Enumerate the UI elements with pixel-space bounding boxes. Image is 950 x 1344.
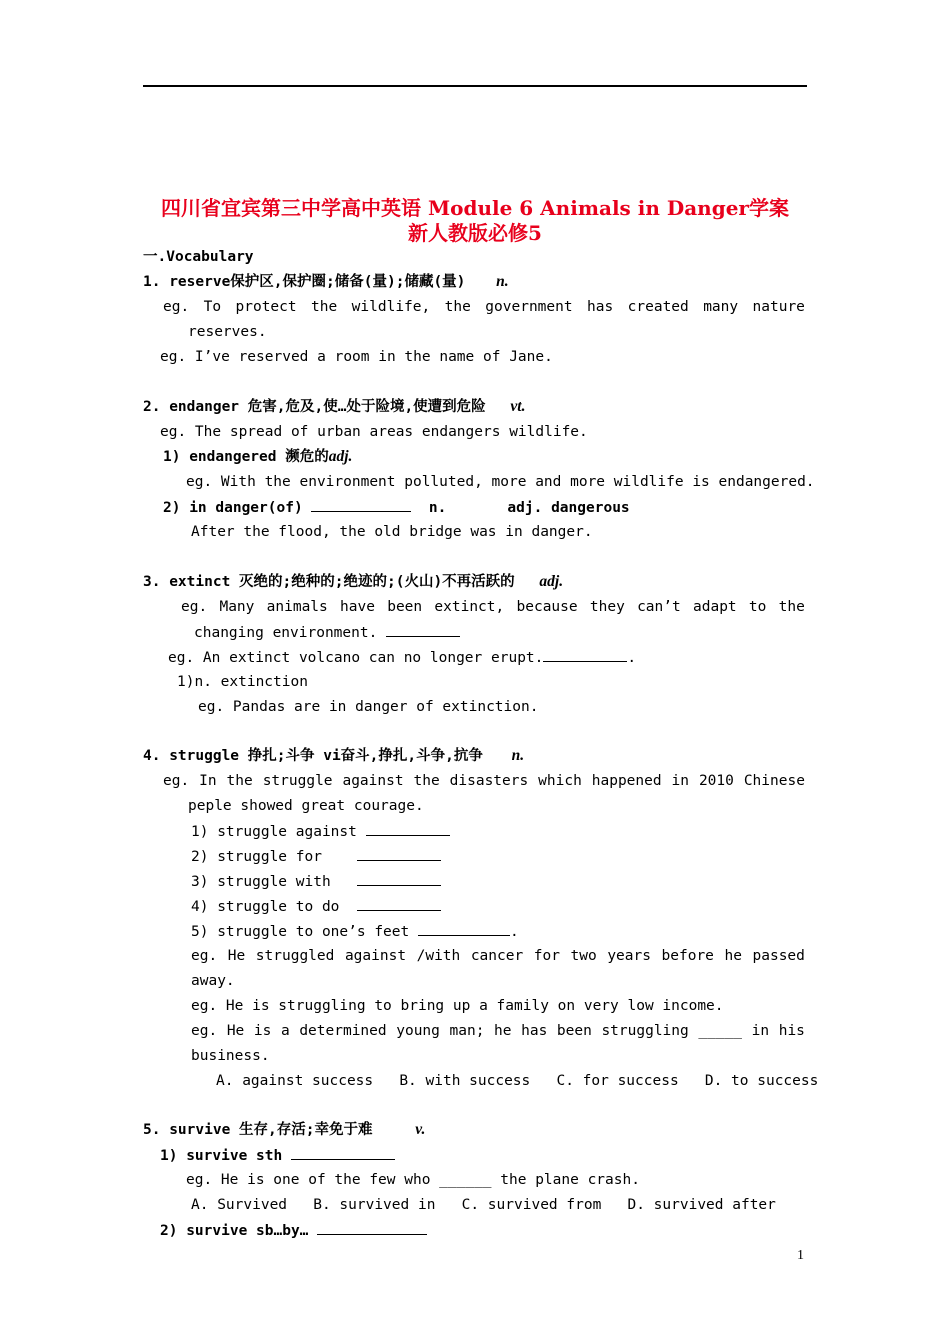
phrase-5-end: . bbox=[509, 924, 519, 940]
word-token: for bbox=[533, 948, 560, 964]
word-1-example-1-cont: reserves. bbox=[188, 324, 267, 340]
word-token: they bbox=[589, 599, 625, 615]
phrase-2 bbox=[191, 846, 441, 867]
word-token: adapt bbox=[693, 599, 737, 615]
word-4-example-2-cont: away. bbox=[191, 973, 235, 989]
word-token: /with bbox=[416, 948, 461, 964]
word-5-sub-2-text: 2) survive sb…by… bbox=[160, 1223, 318, 1239]
word-token: been bbox=[387, 599, 423, 615]
word-token: In bbox=[199, 773, 217, 789]
word-5-sub-1-example: eg. He is one of the few who ______ the plane crash. bbox=[186, 1172, 640, 1188]
word-token: which bbox=[538, 773, 582, 789]
word-token: because bbox=[516, 599, 578, 615]
word-5-sub-1 bbox=[160, 1145, 395, 1166]
word-token: eg. bbox=[191, 1023, 218, 1039]
word-token: eg. bbox=[163, 773, 190, 789]
word-3-example-2-text: eg. An extinct volcano can no longer erupt. bbox=[168, 650, 544, 666]
word-4-options: A. against success B. with success C. for success D. to success bbox=[216, 1073, 819, 1089]
word-1-example-2: eg. I’ve reserved a room in the name of Jane. bbox=[160, 349, 553, 365]
word-token: eg. bbox=[191, 948, 218, 964]
word-3-sub-1: 1)n. extinction bbox=[177, 674, 308, 690]
header-rule bbox=[143, 85, 807, 87]
word-2-sub-1 bbox=[163, 447, 352, 467]
word-2-sub-1-pos: adj. bbox=[328, 448, 353, 465]
section-heading: 一.Vocabulary bbox=[143, 249, 254, 265]
phrase-2-text: 2) struggle for bbox=[191, 849, 357, 865]
word-token: he bbox=[494, 1023, 512, 1039]
word-2-heading bbox=[143, 397, 525, 417]
doc-subtitle: 新人教版必修5 bbox=[408, 221, 542, 245]
word-5-heading bbox=[143, 1120, 425, 1140]
phrase-5 bbox=[191, 921, 519, 942]
word-token: before bbox=[661, 948, 714, 964]
word-token: the bbox=[778, 599, 805, 615]
word-token: animals bbox=[266, 599, 328, 615]
phrase-4 bbox=[191, 896, 441, 917]
word-token: struggling bbox=[601, 1023, 689, 1039]
word-5-head-text: 5. survive 生存,存活;幸免于难 bbox=[143, 1122, 373, 1138]
word-token: years bbox=[607, 948, 651, 964]
word-token: the bbox=[413, 773, 440, 789]
word-token: Chinese bbox=[743, 773, 805, 789]
word-token: disasters bbox=[449, 773, 529, 789]
blank-field[interactable] bbox=[357, 871, 441, 886]
phrase-1-text: 1) struggle against bbox=[191, 824, 366, 840]
word-token: been bbox=[556, 1023, 592, 1039]
word-token: the bbox=[311, 299, 338, 315]
word-token: _____ bbox=[698, 1023, 743, 1039]
word-token: can’t bbox=[637, 599, 681, 615]
word-token: have bbox=[340, 599, 375, 615]
word-4-heading bbox=[143, 746, 524, 766]
word-3-example-1 bbox=[181, 597, 805, 617]
word-1-heading bbox=[143, 272, 509, 292]
word-token: in bbox=[751, 1023, 770, 1039]
blank-field[interactable] bbox=[386, 622, 460, 637]
page-number: 1 bbox=[797, 1248, 804, 1263]
word-token: he bbox=[724, 948, 742, 964]
word-token: passed bbox=[752, 948, 805, 964]
word-3-example-2 bbox=[168, 647, 636, 668]
word-token: the bbox=[226, 773, 253, 789]
word-4-example-4-cont: business. bbox=[191, 1048, 270, 1064]
word-3-head-text: 3. extinct 灭绝的;绝种的;绝迹的;(火山)不再活跃的 bbox=[143, 574, 515, 590]
word-1-pos: n. bbox=[496, 273, 509, 290]
word-1-example-1 bbox=[163, 297, 805, 317]
word-4-example-2 bbox=[191, 946, 805, 966]
word-token: extinct, bbox=[434, 599, 505, 615]
word-token: to bbox=[748, 599, 767, 615]
blank-field[interactable] bbox=[357, 896, 441, 911]
word-token: nature bbox=[752, 299, 805, 315]
word-token: 2010 bbox=[698, 773, 734, 789]
word-token: many bbox=[703, 299, 739, 315]
word-token: man; bbox=[449, 1023, 485, 1039]
word-2-sub-2-example: After the flood, the old bridge was in danger. bbox=[191, 524, 593, 540]
word-token: struggled bbox=[255, 948, 335, 964]
word-token: happened bbox=[591, 773, 662, 789]
phrase-1 bbox=[191, 821, 450, 842]
phrase-5-text: 5) struggle to one’s feet bbox=[191, 924, 418, 940]
word-3-example-1-cont-text: changing environment. bbox=[194, 625, 387, 641]
word-2-example-1: eg. The spread of urban areas endangers wildlife. bbox=[160, 424, 588, 440]
word-2-sub-2-forms: n. adj. dangerous bbox=[411, 500, 630, 516]
word-4-example-3: eg. He is struggling to bring up a family on very low income. bbox=[191, 998, 724, 1014]
word-token: two bbox=[570, 948, 597, 964]
word-5-pos: v. bbox=[415, 1121, 426, 1138]
word-token: protect bbox=[235, 299, 297, 315]
word-3-heading bbox=[143, 572, 563, 592]
word-2-sub-1-text: 1) endangered 濒危的 bbox=[163, 449, 329, 465]
word-token: He bbox=[227, 948, 246, 964]
blank-field[interactable] bbox=[357, 846, 441, 861]
word-2-sub-2 bbox=[163, 497, 630, 518]
word-4-example-4 bbox=[191, 1021, 805, 1041]
blank-field[interactable] bbox=[366, 821, 450, 836]
blank-field[interactable] bbox=[543, 647, 627, 662]
blank-field[interactable] bbox=[418, 921, 510, 936]
word-3-sub-1-example: eg. Pandas are in danger of extinction. bbox=[198, 699, 539, 715]
word-token: created bbox=[627, 299, 689, 315]
word-2-head-text: 2. endanger 危害,危及,使…处于险境,使遭到危险 bbox=[143, 399, 486, 415]
blank-field[interactable] bbox=[317, 1220, 427, 1235]
word-3-example-1-cont bbox=[194, 622, 460, 643]
word-token: has bbox=[587, 299, 614, 315]
word-token: has bbox=[521, 1023, 548, 1039]
blank-field[interactable] bbox=[311, 497, 411, 512]
blank-field[interactable] bbox=[291, 1145, 395, 1160]
word-token: is bbox=[253, 1023, 272, 1039]
word-4-pos: n. bbox=[511, 747, 525, 764]
word-1-head-text: 1. reserve保护区,保护圈;储备(量);储藏(量) bbox=[143, 274, 466, 290]
word-4-example-1-cont: peple showed great courage. bbox=[188, 798, 424, 814]
word-3-example-2-end: . bbox=[627, 650, 637, 666]
word-token: struggle bbox=[262, 773, 333, 789]
phrase-3 bbox=[191, 871, 441, 892]
word-token: wildlife, bbox=[351, 299, 431, 315]
word-4-head-text: 4. struggle 挣扎;斗争 vi奋斗,挣扎,斗争,抗争 bbox=[143, 748, 483, 764]
word-token: the bbox=[444, 299, 471, 315]
word-token: in bbox=[671, 773, 690, 789]
word-token: cancer bbox=[470, 948, 524, 964]
word-4-example-1 bbox=[163, 771, 805, 791]
phrase-3-text: 3) struggle with bbox=[191, 874, 357, 890]
word-token: against bbox=[344, 948, 407, 964]
word-5-options: A. Survived B. survived in C. survived from D. survived after bbox=[191, 1197, 776, 1213]
phrase-4-text: 4) struggle to do bbox=[191, 899, 357, 915]
word-token: He bbox=[226, 1023, 245, 1039]
doc-title: 四川省宜宾第三中学高中英语 Module 6 Animals in Danger学案 bbox=[161, 196, 789, 220]
word-token: his bbox=[778, 1023, 805, 1039]
word-3-pos: adj. bbox=[539, 573, 564, 590]
word-token: Many bbox=[219, 599, 255, 615]
word-2-pos: vt. bbox=[510, 398, 526, 415]
word-2-sub-1-example: eg. With the environment polluted, more and more wildlife is endangered. bbox=[186, 474, 815, 490]
word-token: a bbox=[280, 1023, 290, 1039]
word-token: determined bbox=[299, 1023, 387, 1039]
word-5-sub-1-text: 1) survive sth bbox=[160, 1148, 291, 1164]
word-token: against bbox=[342, 773, 404, 789]
word-token: young bbox=[396, 1023, 440, 1039]
word-2-sub-2-text: 2) in danger(of) bbox=[163, 500, 312, 516]
word-5-sub-2 bbox=[160, 1220, 427, 1241]
word-token: government bbox=[485, 299, 573, 315]
word-token: eg. bbox=[163, 299, 190, 315]
word-token: eg. bbox=[181, 599, 208, 615]
word-token: To bbox=[203, 299, 222, 315]
